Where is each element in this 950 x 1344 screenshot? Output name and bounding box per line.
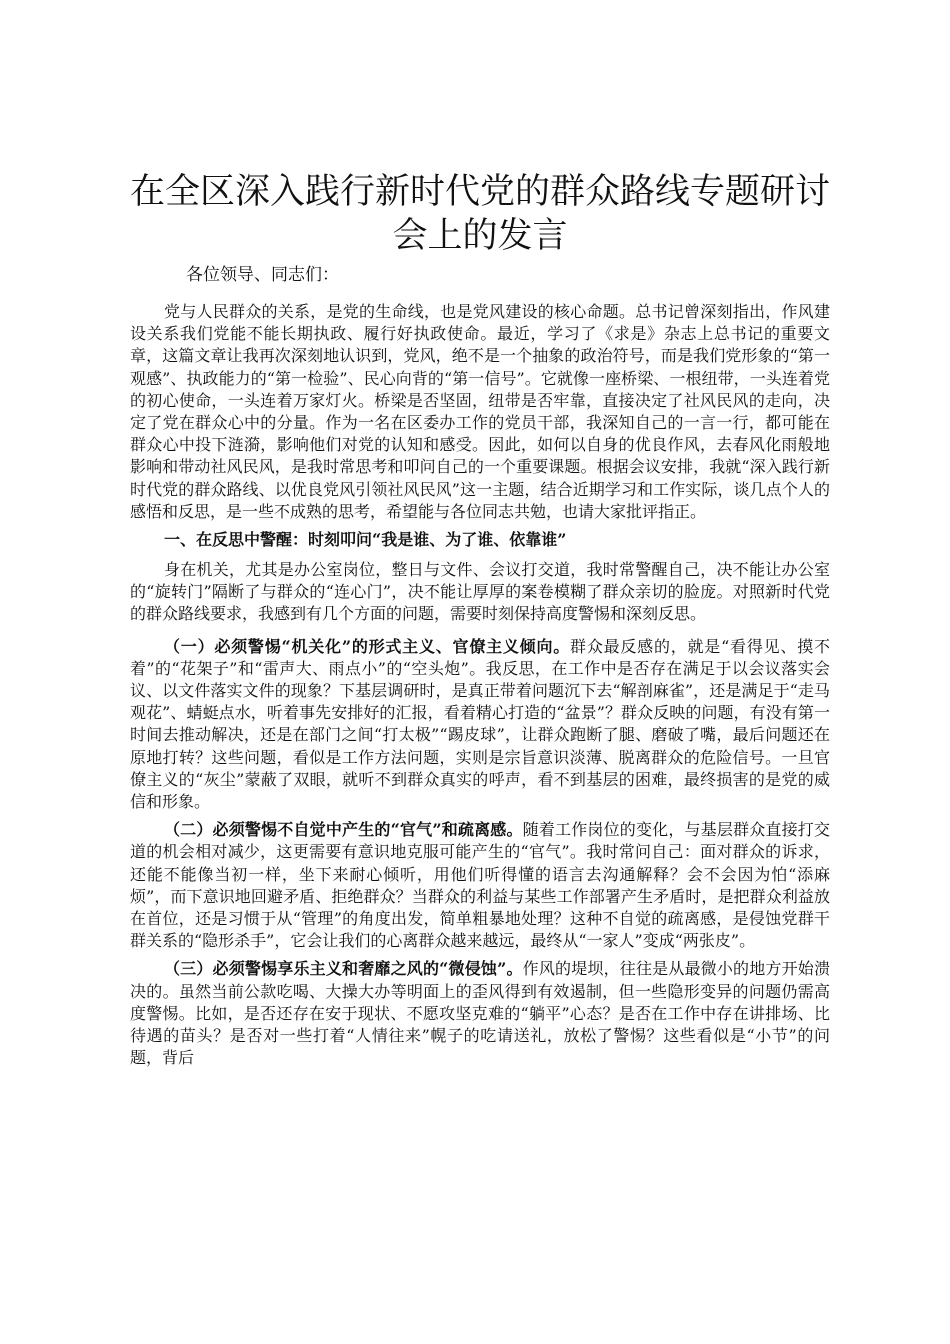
subsection-paragraph-3 (130, 958, 830, 1069)
subsection-heading-1: （一）必须警惕“机关化”的形式主义、官僚主义倾向。 (164, 636, 571, 656)
document-page (130, 170, 830, 1076)
subsection-paragraph-2 (130, 819, 830, 952)
section-intro-paragraph: 身在机关，尤其是办公室岗位，整日与文件、会议打交道，我时常警醒自己，决不能让办公室的“旋转门”隔断了与群众的“连心门”，决不能让厚厚的案卷模糊了群众亲切的脸庞。对照新时代党的群众路线要求，我感到有几个方面的问题，需要时刻保持高度警惕和深刻反思。 (130, 560, 830, 624)
document-title: 在全区深入践行新时代党的群众路线专题研讨会上的发言 (130, 172, 831, 256)
subsection-paragraph-1 (130, 636, 830, 814)
section-heading: 一、在反思中警醒：时刻叩问“我是谁、为了谁、依靠谁” (164, 530, 567, 550)
subsection-heading-3: （三）必须警惕享乐主义和奢靡之风的“微侵蚀”。 (164, 959, 523, 979)
subsection-text-3: 作风的堤坝，往往是从最微小的地方开始溃决的。虽然当前公款吃喝、大操大办等明面上的歪风得到有效遏制，但一些隐形变异的问题仍需高度警惕。比如，是否还存在安于现状、不愿攻坚克难的“躺平”心态？是否在工作中存在讲排场、比待遇的苗头？是否对一些打着“人情往来”幌子的吃请送礼，放松了警惕？这些看似是“小节”的问题，背后 (130, 959, 830, 1068)
subsection-text-1: 群众最反感的，就是“看得见、摸不着”的“花架子”和“雷声大、雨点小”的“空头炮”。我反思，在工作中是否存在满足于以会议落实会议、以文件落实文件的现象？下基层调研时，是真正带着问题沉下去“解剖麻雀”，还是满足于“走马观花”、蜻蜓点水，听着事先安排好的汇报，看着精心打造的“盆景”？群众反映的问题，有没有第一时间去推动解决，还是在部门之间“打太极”“踢皮球”，让群众跑断了腿、磨破了嘴，最后问题还在原地打转？这些问题，看似是工作方法问题，实则是宗旨意识淡薄、脱离群众的危险信号。一旦官僚主义的“灰尘”蒙蔽了双眼，就听不到群众真实的呼声，看不到基层的困难，最终损害的是党的威信和形象。 (130, 636, 830, 812)
salutation: 各位领导、同志们： (186, 265, 339, 285)
subsection-text-2: 随着工作岗位的变化，与基层群众直接打交道的机会相对减少，这更需要有意识地克服可能产生的“官气”。我时常问自己：面对群众的诉求，还能不能像当初一样，坐下来耐心倾听，用他们听得懂的语言去沟通解释？会不会因为怕“添麻烦”，而下意识地回避矛盾、拒绝群众？当群众的利益与某些工作部署产生矛盾时，是把群众利益放在首位，还是习惯于从“管理”的角度出发，简单粗暴地处理？这种不自觉的疏离感，是侵蚀党群干群关系的“隐形杀手”，它会让我们的心离群众越来越远，最终从“一家人”变成“两张皮”。 (130, 820, 830, 951)
subsection-heading-2: （二）必须警惕不自觉中产生的“官气”和疏离感。 (164, 820, 523, 840)
intro-paragraph: 党与人民群众的关系，是党的生命线，也是党风建设的核心命题。总书记曾深刻指出，作风建设关系我们党能不能长期执政、履行好执政使命。最近，学习了《求是》杂志上总书记的重要文章，这篇文章让我再次深刻地认识到，党风，绝不是一个抽象的政治符号，而是我们党形象的“第一观感”、执政能力的“第一检验”、民心向背的“第一信号”。它就像一座桥梁、一根纽带，一头连着党的初心使命，一头连着万家灯火。桥梁是否坚固，纽带是否牢靠，直接决定了社风民风的走向，决定了党在群众心中的分量。作为一名在区委办工作的党员干部，我深知自己的一言一行，都可能在群众心中投下涟漪，影响他们对党的认知和感受。因此，如何以自身的优良作风，去春风化雨般地影响和带动社风民风，是我时常思考和叩问自己的一个重要课题。根据会议安排，我就“深入践行新时代党的群众路线、以优良党风引领社风民风”这一主题，结合近期学习和工作实际，谈几点个人的感悟和反思，是一些不成熟的思考，希望能与各位同志共勉，也请大家批评指正。 (130, 302, 830, 521)
